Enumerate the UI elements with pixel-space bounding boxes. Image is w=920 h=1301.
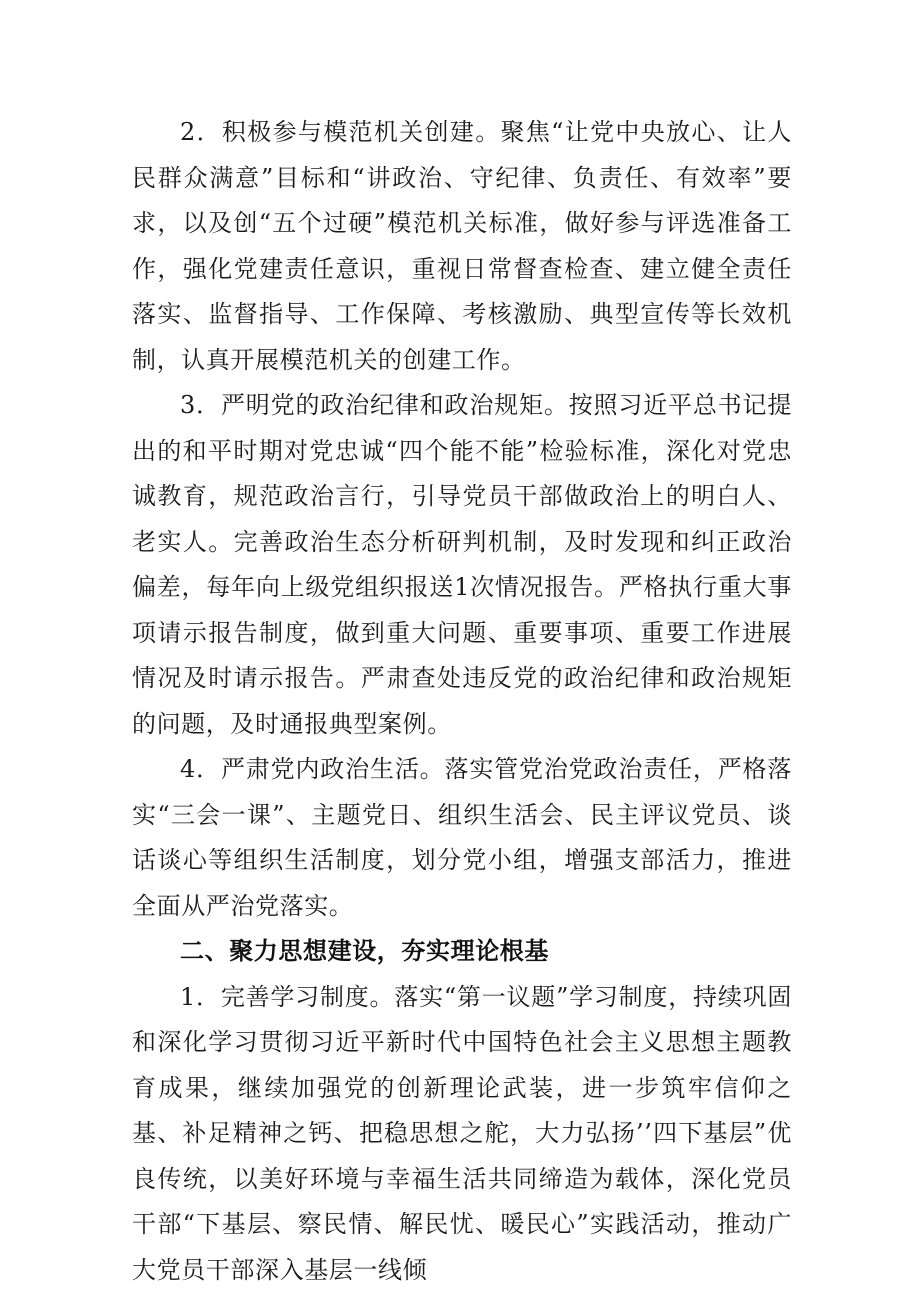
paragraph-study-system: 1．完善学习制度。落实“第一议题”学习制度，持续巩固和深化学习贯彻习近平新时代中国特色社会主义思想主题教育成果，继续加强党的创新理论武装，进一步筑牢信仰之基、补足精神之钙、把稳思想之舵，大力弘扬’’四下基层”优良传统，以美好环境与幸福生活共同缔造为载体，深化党员干部“下基层、察民情、解民忧、暖民心”实践活动，推动广大党员干部深入基层一线倾 <box>132 982 792 1284</box>
paragraph-model-organ: 2．积极参与模范机关创建。聚焦“让党中央放心、让人民群众满意”目标和“讲政治、守纪律、负责任、有效率”要求，以及创“五个过硬”模范机关标准，做好参与评选准备工作，强化党建责任意识，重视日常督查检查、建立健全责任落实、监督指导、工作保障、考核激励、典型宣传等长效机制，认真开展模范机关的创建工作。 <box>132 118 792 374</box>
section-heading: 二、聚力思想建设，夯实理论根基 <box>180 937 549 965</box>
paragraph-inner-party-life: 4．严肃党内政治生活。落实管党治党政治责任，严格落实“三会一课”、主题党日、组织生活会、民主评议党员、谈话谈心等组织生活制度，划分党小组，增强支部活力，推进全面从严治党落实。 <box>132 755 792 920</box>
paragraph-political-discipline: 3．严明党的政治纪律和政治规矩。按照习近平总书记提出的和平时期对党忠诚“四个能不能”检验标准，深化对党忠诚教育，规范政治言行，引导党员干部做政治上的明白人、老实人。完善政治生态分析研判机制，及时发现和纠正政治偏差，每年向上级党组织报送1次情况报告。严格执行重大事项请示报告制度，做到重大问题、重要事项、重要工作进展情况及时请示报告。严肃查处违反党的政治纪律和政治规矩的问题，及时通报典型案例。 <box>132 391 792 738</box>
document-body <box>132 110 792 1293</box>
